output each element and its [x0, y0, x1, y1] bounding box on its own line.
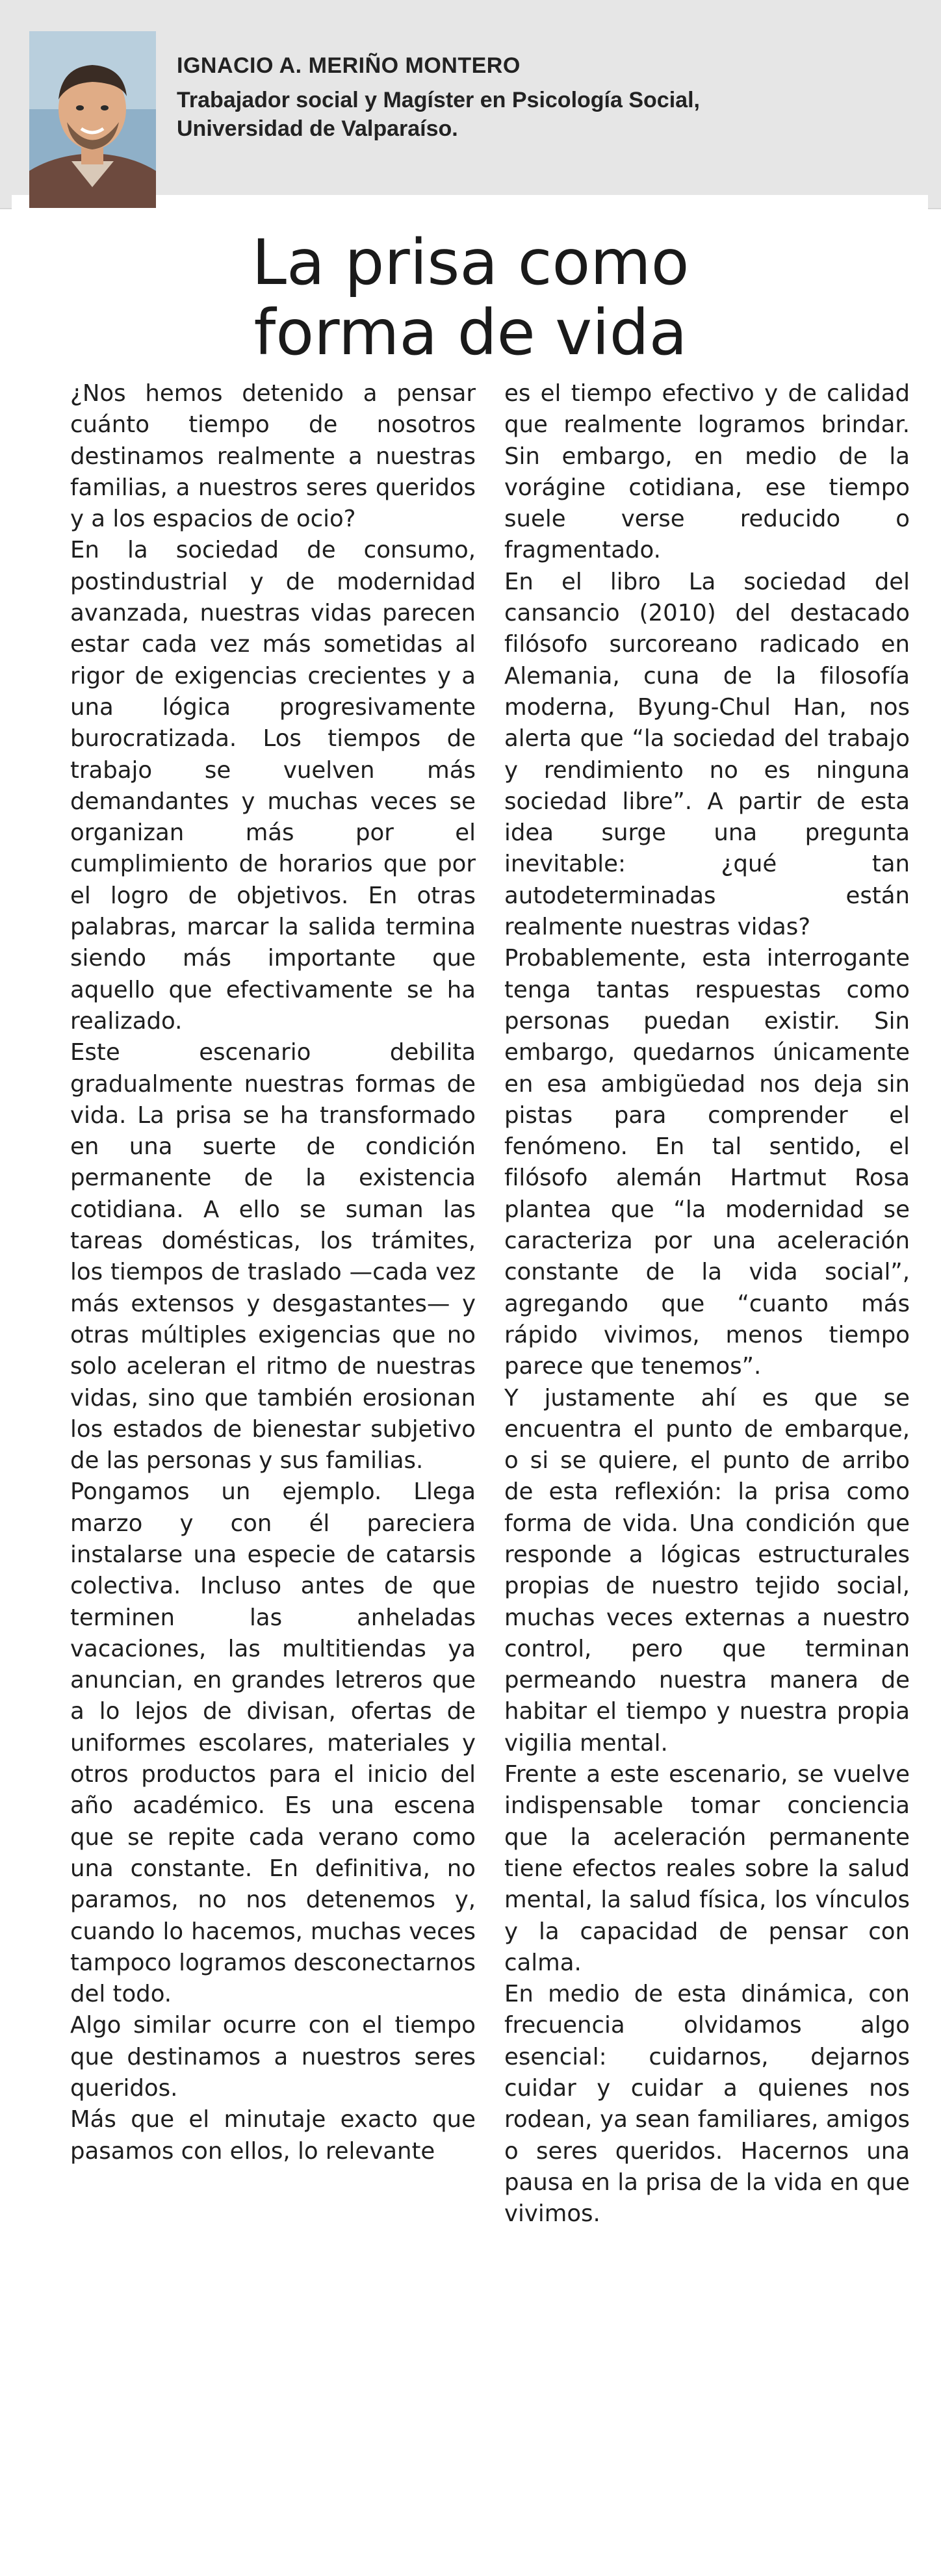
paragraph: Pongamos un ejemplo. Llega marzo y con él pareciera instalarse una especie de catarsis colectiva. Incluso antes de que terminen las anheladas vacaciones, las multitiendas ya anuncian, en grandes letreros que a lo lejos de divisan, ofertas de uniformes escolares, materiales y otros productos para el inicio del año académico. Es una escena que se repite cada verano como una constante. En definitiva, no paramos, no nos detenemos y, cuando lo hacemos, muchas veces tampoco logramos desconectarnos del todo.: [70, 1478, 476, 2008]
paragraph: En medio de esta dinámica, con frecuencia olvidamos algo esencial: cuidarnos, dejarnos cuidar y cuidar a quienes nos rodean, ya sean familiares, amigos o seres queridos. Hacernos una pausa en la prisa de la vida en que vivimos.: [504, 1981, 910, 2228]
paragraph: es el tiempo efectivo y de calidad que realmente logramos brindar. Sin embargo, en medio de la vorágine cotidiana, ese tiempo suele verse reducido o fragmentado.: [504, 380, 910, 564]
paragraph: Frente a este escenario, se vuelve indispensable tomar conciencia que la aceleración permanente tiene efectos reales sobre la salud mental, la salud física, los vínculos y la capacidad de pensar con calma.: [504, 1761, 910, 1976]
paragraph: Y justamente ahí es que se encuentra el punto de embarque, o si se quiere, el punto de arribo de esta reflexión: la prisa como forma de vida. Una condición que responde a lógicas estructurales propias de nuestro tejido social, muchas veces externas a nuestro control, pero que terminan permeando nuestra manera de habitar el tiempo y nuestra propia vigilia mental.: [504, 1384, 910, 1757]
author-name: IGNACIO A. MERIÑO MONTERO: [177, 53, 521, 78]
article-column-left: [70, 378, 476, 2167]
paragraph: Este escenario debilita gradualmente nuestras formas de vida. La prisa se ha transformado en una suerte de condición permanente de la existencia cotidiana. A ello se suman las tareas domésticas, los trámites, los tiempos de traslado —cada vez más extensos y desgastantes— y otras múltiples exigencias que no solo aceleran el ritmo de nuestras vidas, sino que también erosionan los estados de bienestar subjetivo de las personas y sus familias.: [70, 1039, 476, 1475]
author-portrait-icon: [29, 31, 156, 208]
paragraph: Más que el minutaje exacto que pasamos con ellos, lo relevante: [70, 2106, 476, 2165]
paragraph: ¿Nos hemos detenido a pensar cuánto tiempo de nosotros destinamos realmente a nuestras familias, a nuestros seres queridos y a los espacios de ocio?: [70, 380, 476, 533]
article-title-line: La prisa como: [251, 226, 690, 299]
paragraph: Algo similar ocurre con el tiempo que destinamos a nuestros seres queridos.: [70, 2012, 476, 2102]
paragraph: En la sociedad de consumo, postindustrial y de modernidad avanzada, nuestras vidas parecen estar cada vez más sometidas al rigor de exigencias crecientes y a una lógica progresivamente burocratizada. Los tiempos de trabajo se vuelven más demandantes y muchas veces se organizan más por el cumplimiento de horarios que por el logro de objetivos. En otras palabras, marcar la salida termina siendo más importante que aquello que efectivamente se ha realizado.: [70, 537, 476, 1035]
paragraph: En el libro La sociedad del cansancio (2010) del destacado filósofo surcoreano radicado en Alemania, cuna de la filosofía moderna, Byung-Chul Han, nos alerta que “la sociedad del trabajo y rendimiento no es ninguna sociedad libre”. A partir de esta idea surge una pregunta inevitable: ¿qué tan autodeterminadas están realmente nuestras vidas?: [504, 568, 910, 941]
author-bio-line: Trabajador social y Magíster en Psicología Social,: [177, 88, 700, 112]
author-bio-line: Universidad de Valparaíso.: [177, 116, 458, 141]
article-title-line: forma de vida: [253, 296, 688, 369]
author-bio: [177, 86, 762, 143]
article-column-right: [504, 378, 910, 2230]
author-photo: [29, 31, 156, 208]
article-title: [39, 227, 902, 368]
paragraph: Probablemente, esta interrogante tenga tantas respuestas como personas puedan existir. Sin embargo, quedarnos únicamente en esa ambigüedad nos deja sin pistas para comprender el fenómeno. En tal sentido, el filósofo alemán Hartmut Rosa plantea que “la modernidad se caracteriza por una aceleración constante de la vida social”, agregando que “cuanto más rápido vivimos, menos tiempo parece que tenemos”.: [504, 945, 910, 1380]
